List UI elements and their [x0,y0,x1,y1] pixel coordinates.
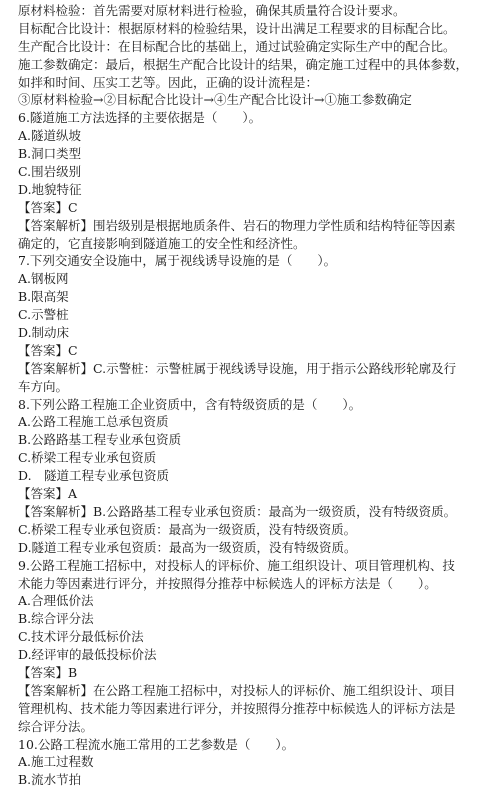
question-stem: 10.公路工程流水施工常用的工艺参数是（ ）。 [18,736,295,752]
option-d: D.经评审的最低投标价法 [18,647,157,663]
analysis-line: 车方向。 [18,378,69,394]
answer-line: 【答案】C [18,199,78,215]
option-a: A.隧道纵坡 [18,128,82,144]
analysis-line: 【答案解析】围岩级别是根据地质条件、岩石的物理力学性质和结构特征等因素 [18,217,456,233]
option-b: B.洞口类型 [18,146,82,162]
answer-line: 【答案】C [18,342,78,358]
intro-line: 原材料检验：首先需要对原材料进行检验，确保其质量符合设计要求。 [18,3,406,18]
option-c: C.围岩级别 [18,164,82,180]
analysis-line: C.桥梁工程专业承包资质：最高为一级资质，没有特级资质。 [18,521,357,537]
option-d: D. 隧道工程专业承包资质 [18,468,170,484]
option-a: A.施工过程数 [18,754,94,770]
intro-line: 生产配合比设计：在目标配合比的基础上，通过试验确定实际生产中的配合比。 [18,38,456,54]
option-b: B.流水节拍 [18,772,82,788]
analysis-line: 综合评分法。 [18,718,94,734]
option-c: C.示警桩 [18,307,69,323]
question-6 [18,109,488,252]
option-d: D.地貌特征 [18,181,82,197]
option-a: A.合理低价法 [18,593,94,609]
analysis-line: 确定的，它直接影响到隧道施工的安全性和经济性。 [18,235,306,251]
option-b: B.限高架 [18,289,69,305]
intro-line: ③原材料检验→②目标配合比设计→④生产配合比设计→①施工参数确定 [18,92,412,108]
question-7 [18,252,488,395]
question-stem: 术能力等因素进行评分，并按照得分推荐中标候选人的评标方法是（ ）。 [18,575,437,591]
intro-line: 目标配合比设计：根据原材料的检验结果，设计出满足工程要求的目标配合比。 [18,20,456,36]
question-stem: 6.隧道施工方法选择的主要依据是（ ）。 [18,110,262,126]
question-stem: 9.公路工程施工招标中，对投标人的评标价、施工组织设计、项目管理机构、技 [18,557,455,573]
analysis-line: 【答案解析】B.公路路基工程专业承包资质：最高为一级资质，没有特级资质。 [18,503,457,519]
analysis-line: 管理机构、技术能力等因素进行评分，并按照得分推荐中标候选人的评标方法是 [18,700,456,716]
intro-line: 施工参数确定：最后，根据生产配合比设计的结果，确定施工过程中的具体参数， [18,56,469,72]
question-8 [18,396,488,557]
analysis-line: D.隧道工程专业承包资质：最高为一级资质，没有特级资质。 [18,539,357,555]
option-a: A.公路工程施工总承包资质 [18,414,169,430]
option-b: B.公路路基工程专业承包资质 [18,432,182,448]
option-b: B.综合评分法 [18,611,94,627]
question-10 [18,736,488,789]
option-c: C.技术评分最低标价法 [18,629,144,645]
intro-line: 如拌和时间、压实工艺等。因此，正确的设计流程是： [18,74,319,90]
option-a: A.钢板网 [18,271,69,287]
document-page [18,2,488,789]
analysis-line: 【答案解析】C.示警桩：示警桩属于视线诱导设施，用于指示公路线形轮廓及行 [18,360,457,376]
answer-line: 【答案】A [18,486,78,502]
intro-section [18,2,488,109]
answer-line: 【答案】B [18,664,78,680]
question-9 [18,557,488,736]
question-stem: 7.下列交通安全设施中，属于视线诱导设施的是（ ）。 [18,253,337,269]
option-c: C.桥梁工程专业承包资质 [18,450,157,466]
question-stem: 8.下列公路工程施工企业资质中，含有特级资质的是（ ）。 [18,396,362,412]
analysis-line: 【答案解析】在公路工程施工招标中，对投标人的评标价、施工组织设计、项目 [18,682,456,698]
option-d: D.制动床 [18,325,70,341]
